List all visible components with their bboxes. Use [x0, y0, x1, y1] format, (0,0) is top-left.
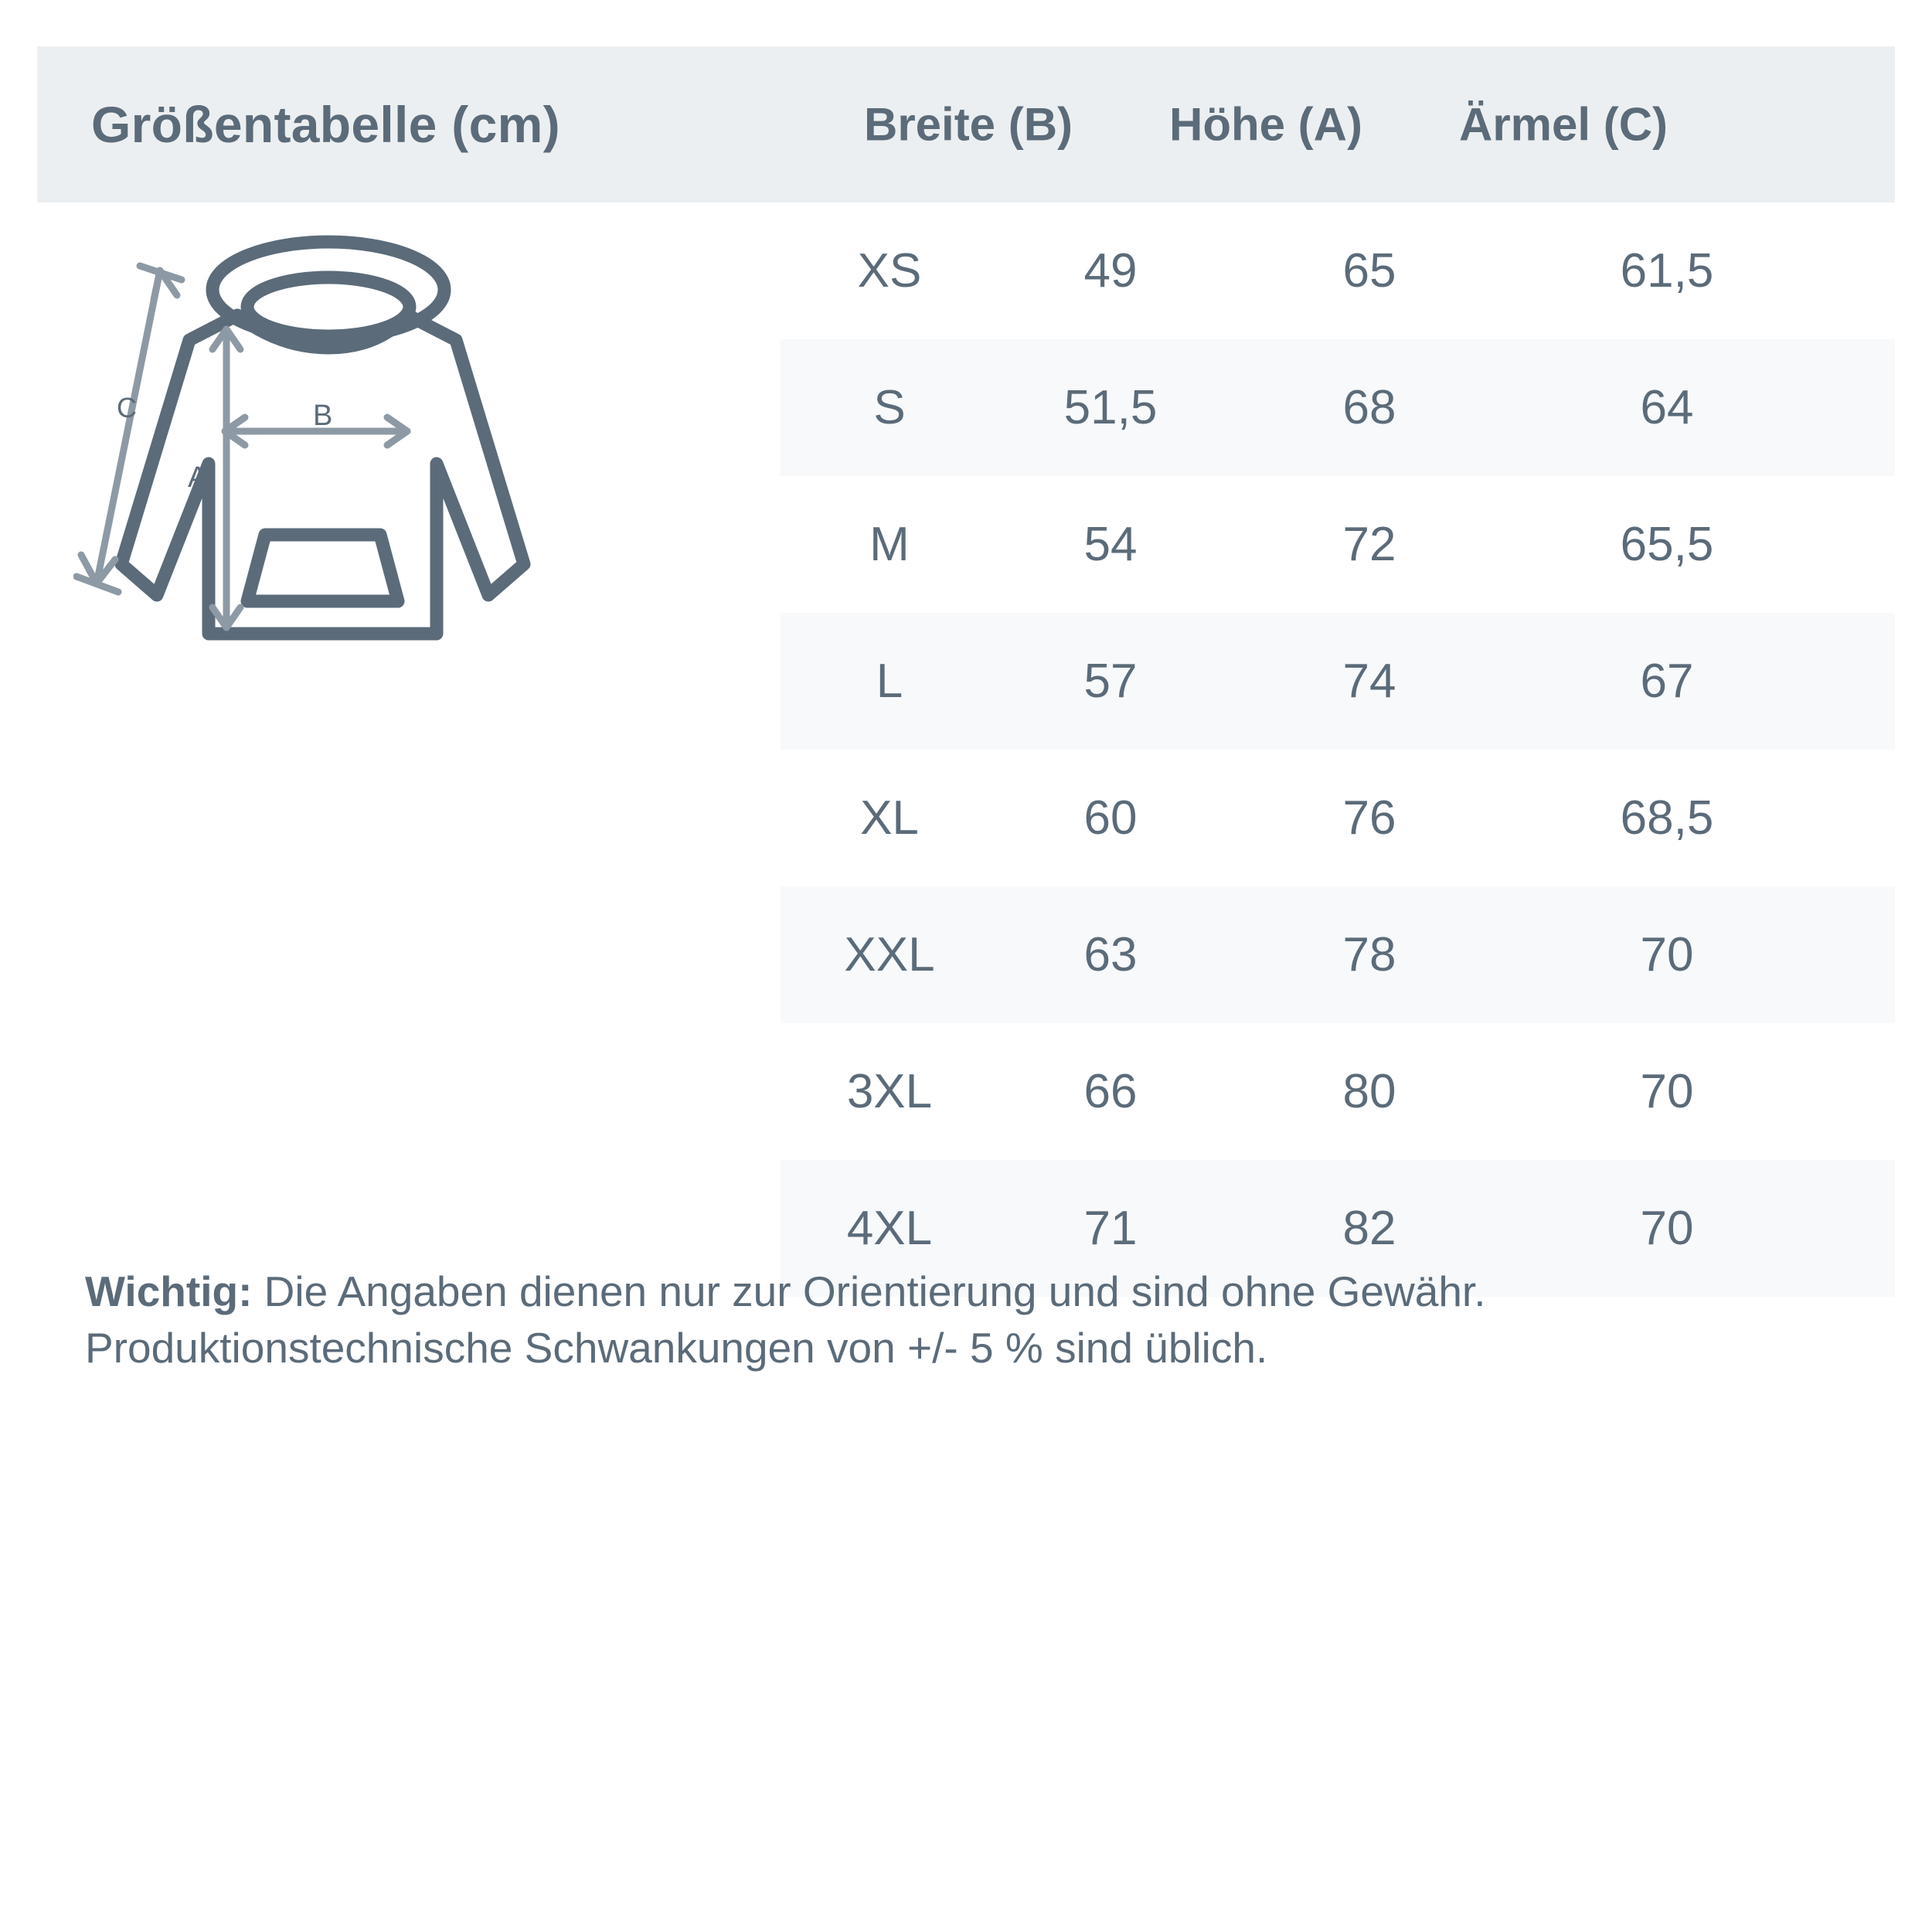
cell-breite: 66: [1083, 1065, 1138, 1118]
cell-aermel: 65,5: [1620, 518, 1714, 571]
hoodie-icon: [73, 232, 753, 819]
disclaimer-text: Die Angaben dienen nur zur Orientierung und sind ohne Gewähr. Produktionstechnische Schwankungen von +/- 5 % sind üblich.: [85, 1267, 1486, 1372]
disclaimer-note: [85, 1264, 1855, 1376]
disclaimer-label: Wichtig:: [85, 1267, 253, 1315]
cell-size: 3XL: [846, 1065, 933, 1118]
cell-size: S: [873, 381, 906, 434]
cell-breite: 57: [1083, 655, 1138, 708]
cell-aermel: 64: [1640, 381, 1694, 434]
cell-aermel: 70: [1640, 1202, 1694, 1255]
column-header-hoehe: Höhe (A): [1169, 98, 1362, 151]
cell-hoehe: 68: [1342, 381, 1396, 434]
cell-aermel: 68,5: [1620, 791, 1714, 845]
column-headers: [818, 98, 1895, 151]
cell-size: L: [876, 655, 903, 708]
hoodie-measurement-diagram: [73, 232, 753, 819]
cell-hoehe: 82: [1342, 1202, 1396, 1255]
cell-aermel: 67: [1640, 655, 1694, 708]
cell-breite: 49: [1083, 244, 1138, 298]
size-table: [781, 202, 1895, 1297]
table-row[interactable]: [781, 1023, 1895, 1160]
cell-breite: 63: [1083, 928, 1138, 981]
table-row[interactable]: [781, 339, 1895, 476]
table-header-band: [37, 46, 1895, 202]
cell-breite: 71: [1083, 1202, 1138, 1255]
label-b: B: [313, 400, 333, 432]
label-a: A: [188, 461, 208, 494]
cell-aermel: 61,5: [1620, 244, 1714, 298]
cell-size: XXL: [844, 928, 935, 981]
cell-aermel: 70: [1640, 1065, 1694, 1118]
cell-hoehe: 76: [1342, 791, 1396, 845]
cell-size: 4XL: [846, 1202, 933, 1255]
cell-size: M: [869, 518, 910, 571]
cell-breite: 54: [1083, 518, 1138, 571]
table-row[interactable]: [781, 750, 1895, 886]
table-row[interactable]: [781, 202, 1895, 339]
cell-breite: 51,5: [1063, 381, 1158, 434]
column-header-aermel: Ärmel (C): [1458, 98, 1668, 151]
cell-hoehe: 78: [1342, 928, 1396, 981]
cell-size: XS: [857, 244, 922, 298]
page-title: Größentabelle (cm): [91, 96, 560, 153]
table-row[interactable]: [781, 886, 1895, 1023]
cell-aermel: 70: [1640, 928, 1694, 981]
cell-hoehe: 74: [1342, 655, 1396, 708]
cell-size: XL: [860, 791, 919, 845]
cell-hoehe: 80: [1342, 1065, 1396, 1118]
table-row[interactable]: [781, 613, 1895, 750]
column-header-breite: Breite (B): [863, 98, 1073, 151]
label-c: C: [117, 392, 137, 423]
cell-breite: 60: [1083, 791, 1138, 845]
table-row[interactable]: [781, 476, 1895, 613]
cell-hoehe: 72: [1342, 518, 1396, 571]
cell-hoehe: 65: [1342, 244, 1396, 298]
